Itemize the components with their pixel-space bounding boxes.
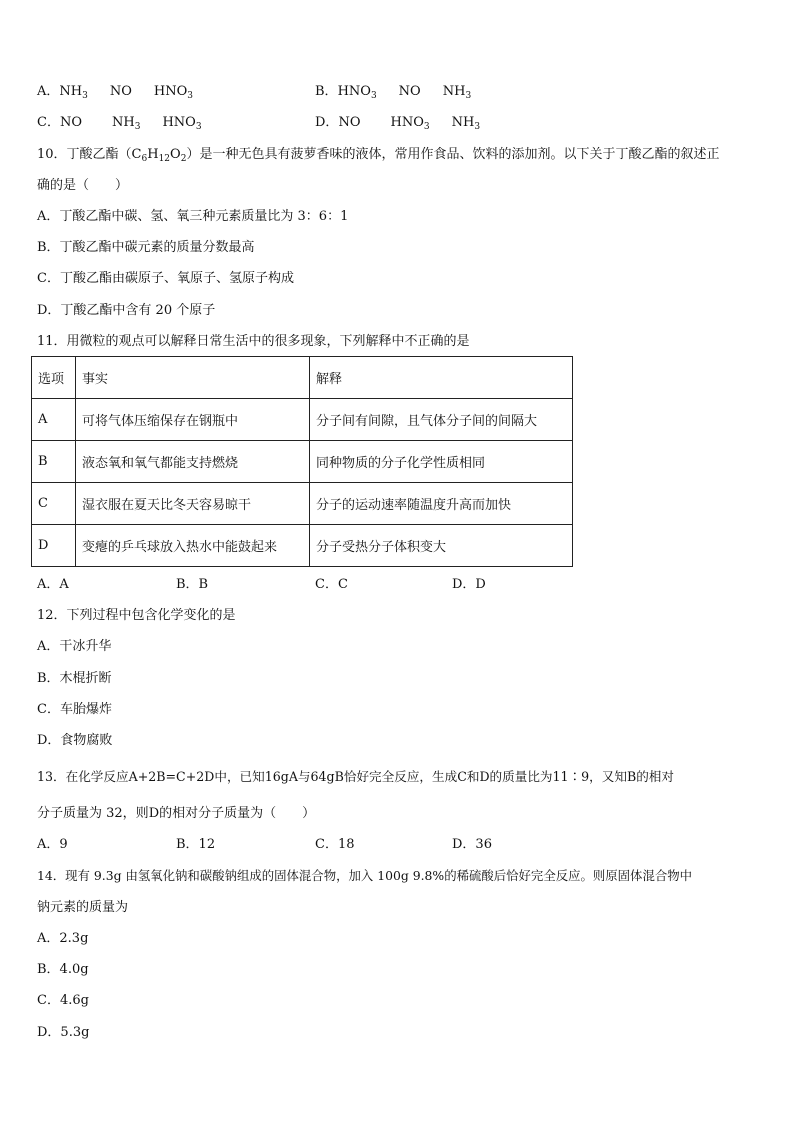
q14-stem-continued: 钠元素的质量为: [37, 900, 129, 915]
q11-table: [31, 356, 573, 567]
q10-option-b: B．丁酸乙酯中碳元素的质量分数最高: [37, 240, 255, 255]
q11-option-a: A．A: [37, 577, 69, 592]
row-explanation: 分子受热分子体积变大: [310, 525, 573, 567]
row-explanation: 分子的运动速率随温度升高而加快: [310, 483, 573, 525]
table-header-row: [32, 357, 573, 399]
q10-stem-continued: 确的是（ ）: [37, 178, 129, 193]
q14-option-a: A．2.3g: [37, 931, 89, 946]
q12-stem: 12．下列过程中包含化学变化的是: [37, 608, 236, 623]
q10-option-d: D．丁酸乙酯中含有 20 个原子: [37, 303, 216, 318]
q9-option-d: D．NO $HNO_3$ $NH_3$: [315, 115, 481, 132]
q9-option-b: B．$HNO_3$ NO $NH_3$: [315, 84, 472, 101]
row-fact: 变瘪的乒乓球放入热水中能鼓起来: [76, 525, 310, 567]
header-fact: 事实: [76, 357, 310, 399]
q14-option-c: C．4.6g: [37, 993, 89, 1008]
q13-stem-continued: 分子质量为 32，则D的相对分子质量为（ ）: [37, 806, 316, 821]
table-row: [32, 441, 573, 483]
q11-option-d: D．D: [452, 577, 486, 592]
q12-option-c: C．车胎爆炸: [37, 702, 112, 717]
header-option: 选项: [32, 357, 76, 399]
row-option: D: [32, 525, 76, 567]
q12-option-a: A．干冰升华: [37, 639, 112, 654]
q9-option-c: C．NO $NH_3$ $HNO_3$: [37, 115, 202, 132]
q11-option-c: C．C: [315, 577, 348, 592]
q14-option-d: D．5.3g: [37, 1025, 90, 1040]
q12-option-b: B．木棍折断: [37, 671, 112, 686]
row-option: A: [32, 399, 76, 441]
q10-option-a: A．丁酸乙酯中碳、氢、氧三种元素质量比为 3：6：1: [37, 209, 349, 224]
table-row: [32, 399, 573, 441]
q14-option-b: B．4.0g: [37, 962, 89, 977]
q10-option-c: C．丁酸乙酯由碳原子、氧原子、氢原子构成: [37, 271, 294, 286]
header-explanation: 解释: [310, 357, 573, 399]
row-fact: 可将气体压缩保存在钢瓶中: [76, 399, 310, 441]
q11-option-b: B．B: [176, 577, 209, 592]
row-explanation: 同种物质的分子化学性质相同: [310, 441, 573, 483]
row-option: B: [32, 441, 76, 483]
q13-option-a: A．9: [37, 837, 68, 852]
row-option: C: [32, 483, 76, 525]
table-row: [32, 525, 573, 567]
q12-option-d: D．食物腐败: [37, 733, 113, 748]
q13-option-c: C．18: [315, 837, 355, 852]
row-fact: 湿衣服在夏天比冬天容易晾干: [76, 483, 310, 525]
q13-option-b: B．12: [176, 837, 216, 852]
q9-option-a: A．$NH_3$ NO $HNO_3$: [37, 84, 193, 101]
q13-stem: 13．在化学反应A+2B=C+2D中，已知16gA与64gB恰好完全反应，生成C和D的质量比为11∶9，又知B的相对: [37, 769, 674, 784]
row-fact: 液态氧和氧气都能支持燃烧: [76, 441, 310, 483]
q13-option-d: D．36: [452, 837, 492, 852]
table-row: [32, 483, 573, 525]
q10-stem: 10．丁酸乙酯$(C_6H_{12}O_2)$是一种无色具有菠萝香味的液体，常用作食品、饮料的添加剂。以下关于丁酸乙酯的叙述正: [37, 147, 720, 164]
q11-stem: 11．用微粒的观点可以解释日常生活中的很多现象，下列解释中不正确的是: [37, 334, 470, 349]
q14-stem: 14．现有 9.3g 由氢氧化钠和碳酸钠组成的固体混合物，加入 100g 9.8%的稀硫酸后恰好完全反应。则原固体混合物中: [37, 868, 693, 883]
row-explanation: 分子间有间隙，且气体分子间的间隔大: [310, 399, 573, 441]
